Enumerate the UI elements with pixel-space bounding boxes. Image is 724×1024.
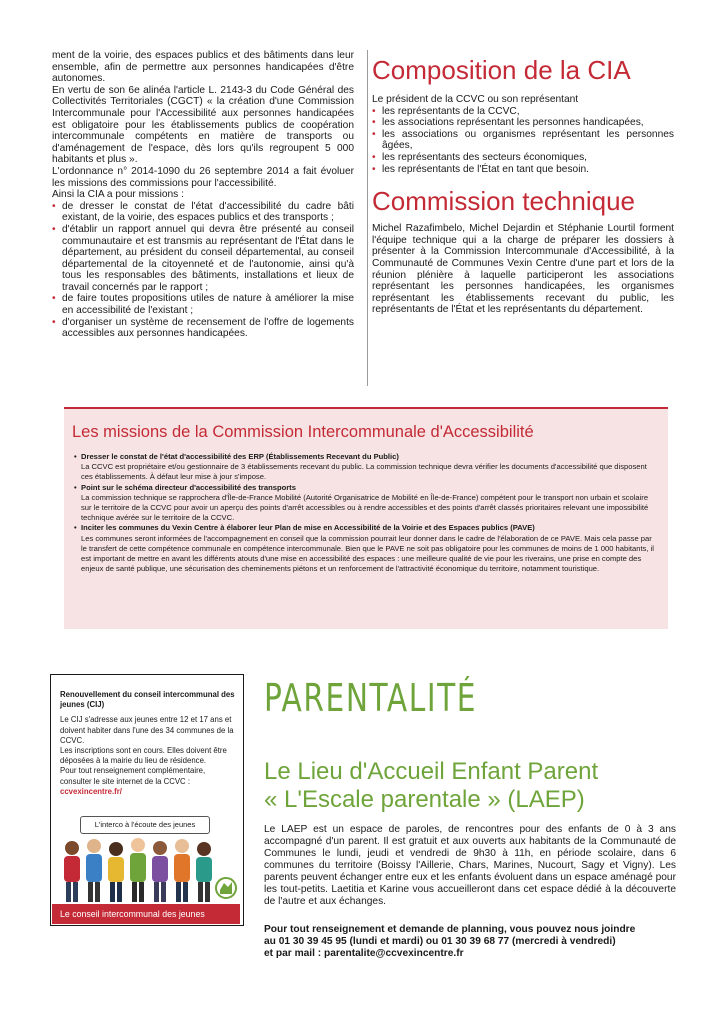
list-item: • d'organiser un système de recensement de l'offre de logements accessibles aux personnes handicapées.: [52, 317, 354, 340]
column-divider: [367, 50, 368, 386]
mission-heading: • Dresser le constat de l'état d'accessibilité des ERP (Établissements Recevant du Public): [74, 452, 658, 462]
cij-website-link[interactable]: ccvexincentre.fr/: [60, 786, 122, 796]
cij-content: [60, 690, 236, 797]
right-column: [372, 54, 674, 316]
ordonnance-paragraph: L'ordonnance n° 2014-1090 du 26 septembre 2014 a fait évoluer les missions des commissions pour l'accessibilité.: [52, 165, 354, 189]
missions-box-title: Les missions de la Commission Intercommunale d'Accessibilité: [72, 423, 534, 441]
laep-contact: [264, 924, 676, 960]
list-item: • les associations ou organismes représentant les personnes âgées,: [372, 129, 674, 152]
cij-info: Pour tout renseignement complémentaire, consulter le site internet de la CCVC :: [60, 766, 206, 786]
cia-members-list: [372, 106, 674, 176]
person-figure: [64, 841, 80, 902]
missions-box-content: [74, 452, 658, 574]
cij-speech-bubble: L'interco à l'écoute des jeunes: [80, 816, 210, 834]
laep-description: Le LAEP est un espace de paroles, de rencontres pour des enfants de 0 à 3 ans accompagné d'un parent. Il est gratuit et aux ouverts aux habitants de la Communauté de Communes le lundi, jeudi et vendredi de 9h30 à 11h, en période scolaire, dans 6 communes du territoire (Boissy l'Aillerie, Chars, Marines, Nucourt, Sagy et Vigny). Les parents peuvent échanger entre eux et les enfants évoluent dans un espace aménagé pour les tout-petits. Laetitia et Karine vous accueilleront dans cet espace dédié à la découverte de l'autre et aux échanges.: [264, 824, 676, 907]
technical-commission-text: Michel Razafimbelo, Michel Dejardin et Stéphanie Lourtil forment l'équipe technique qui a la charge de préparer les dossiers à présenter à la Commission Intercommunale d'Accessibilité, à la Communauté de Communes Vexin Centre d'une part et lors de la réunion plénière à laquelle participeront les associations représentant les personnes handicapées, les organismes représentant les établissements recevant du public, les représentants de l'État et les représentants du département.: [372, 223, 674, 316]
cia-composition-title: Composition de la CIA: [372, 55, 631, 85]
mission-text: La commission technique se rapprochera d'Île-de-France Mobilité (Autorité Organisatrice de Mobilité en Île-de-France) compétent pour le transport non urbain et scolaire sur le territoire de la CCVC pour avoir un aperçu des points d'arrêt accessibles ou à rendre accessibles et des points d'arrêt classés prioritaires relevant une impossibilité technique avérée sur le territoire de la CCVC.: [81, 492, 649, 523]
cij-title: Renouvellement du conseil intercommunal des jeunes (CIJ): [60, 690, 235, 710]
youth-group-illustration: [58, 834, 238, 904]
mission-text: Les communes seront informées de l'accompagnement en conseil que la commission pourrait leur donner dans le cadre de l'élaboration de ce PAVE. Mais cela passe par le transfert de cette compétence communale en compétence intercommunale. Bien que le PAVE ne soit pas obligatoire pour les communes de moins de 1 000 habitants, il est important de mettre en avant les différents atouts d'une mise en accessibilité des espaces : une meilleure qualité de vie pour les riverains, une prise en compte des enjeux de santé publique, une sécurisation des cheminements piétons et un renforcement de l'attractivité économique du territoire, notamment touristique.: [81, 533, 654, 574]
list-item: • les représentants de la CCVC,: [372, 106, 674, 118]
laep-title-line2: « L'Escale parentale » (LAEP): [264, 786, 585, 813]
cij-registration: Les inscriptions sont en cours. Elles doivent être déposées à la mairie du lieu de résidence.: [60, 746, 227, 766]
list-item: • les représentants de l'État en tant que besoin.: [372, 164, 674, 176]
person-figure: [108, 842, 124, 902]
mission-heading: • Point sur le schéma directeur d'accessibilité des transports: [74, 483, 658, 493]
cij-eligibility: Le CIJ s'adresse aux jeunes entre 12 et 17 ans et doivent habiter dans l'une des 34 communes de la CCVC.: [60, 715, 234, 745]
ccvc-logo-icon: [216, 878, 236, 898]
contact-email[interactable]: et par mail : parentalite@ccvexincentre.fr: [264, 948, 464, 959]
cia-intro: Le président de la CCVC ou son représentant: [372, 94, 579, 105]
person-figure: [196, 842, 212, 902]
cij-banner: Le conseil intercommunal des jeunes: [52, 904, 240, 924]
list-item: • les représentants des secteurs économiques,: [372, 152, 674, 164]
list-item: • les associations représentant les personnes handicapées,: [372, 117, 674, 129]
contact-phone: au 01 30 39 45 95 (lundi et mardi) ou 01 30 39 68 77 (mercredi à vendredi): [264, 936, 616, 947]
laep-title: [264, 758, 598, 814]
left-column: [52, 50, 354, 340]
contact-line: Pour tout renseignement et demande de planning, vous pouvez nous joindre: [264, 924, 636, 935]
list-item: • de dresser le constat de l'état d'accessibilité du cadre bâti existant, de la voirie, des espaces publics et des transports ;: [52, 201, 354, 224]
cgct-paragraph: En vertu de son 6e alinéa l'article L. 2143-3 du Code Général des Collectivités Territoriales (CGCT) « la création d'une Commission Intercommunale pour l'Accessibilité aux personnes handicapées est obligatoire pour les établissements publics de coopération intercommunale compétents en matière de transports ou d'aménagement de l'espace, dès lors qu'ils regroupent 5 000 habitants et plus ».: [52, 84, 354, 166]
cia-composition: [372, 94, 674, 175]
parentalite-section-title: PARENTALITÉ: [264, 676, 478, 720]
person-figure: [130, 838, 146, 902]
list-item: • d'établir un rapport annuel qui devra être présenté au conseil communautaire et est transmis au représentant de l'État dans le département, au président du conseil départemental, au conseil départemental de la citoyenneté et de l'autonomie, ainsi qu'à tous les responsables des bâtiments, installations et lieux de travail concernés par le rapport ;: [52, 224, 354, 294]
mission-text: La CCVC est propriétaire et/ou gestionnaire de 3 établissements recevant du public. La commission technique devra vérifier les documents d'accessibilité que disposent ces établissements. À défaut leur mise à jour s'impose.: [81, 462, 647, 482]
person-figure: [86, 839, 102, 902]
missions-intro: Ainsi la CIA a pour missions :: [52, 189, 184, 201]
person-figure: [174, 839, 190, 902]
missions-list: [52, 201, 354, 340]
laep-title-line1: Le Lieu d'Accueil Enfant Parent: [264, 758, 599, 785]
list-item: • de faire toutes propositions utiles de nature à améliorer la mise en accessibilité de l'existant ;: [52, 293, 354, 316]
intro-paragraph: ment de la voirie, des espaces publics et des bâtiments dans leur ensemble, afin de permettre aux personnes handicapées d'être autonomes.: [52, 50, 354, 85]
mission-heading: • Inciter les communes du Vexin Centre à élaborer leur Plan de mise en Accessibilité de la Voirie et des Espaces publics (PAVE): [74, 523, 658, 533]
person-figure: [152, 841, 168, 902]
technical-commission-title: Commission technique: [372, 186, 636, 217]
